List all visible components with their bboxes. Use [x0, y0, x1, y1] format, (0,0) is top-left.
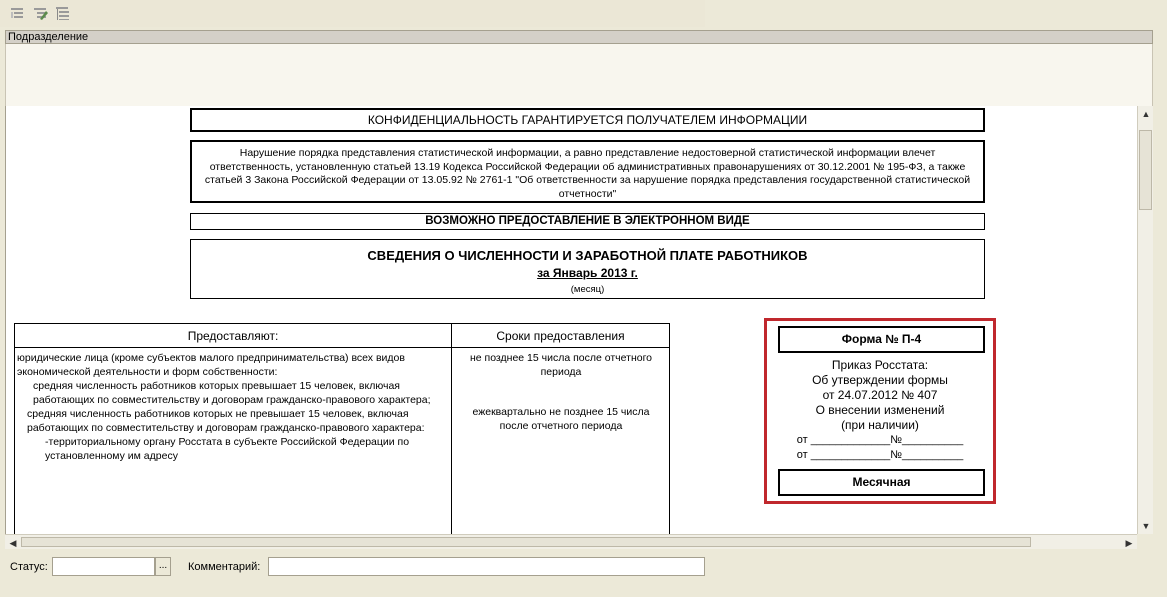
order-line-1: Приказ Росстата:	[831, 358, 929, 372]
deadlines-cell	[462, 351, 660, 433]
deadline-2: ежеквартально не позднее 15 числа после отчетного периода	[472, 406, 650, 432]
subdivision-area[interactable]	[5, 44, 1153, 106]
column-divider	[451, 348, 452, 534]
comment-input[interactable]	[268, 557, 705, 576]
submitters-line-4: -территориальному органу Росстата в субъекте Российской Федерации по установленному им адресу	[45, 436, 410, 462]
confidentiality-banner	[190, 108, 985, 132]
scroll-up-icon[interactable]: ▲	[1141, 109, 1151, 119]
col-header-submitters: Предоставляют:	[15, 324, 452, 348]
submitters-cell	[17, 351, 447, 463]
submitters-line-1: юридические лица (кроме субъектов малого предпринимательства) всех видов экономической деятельности и форм собственности:	[17, 352, 405, 378]
submission-table	[14, 323, 670, 534]
period-unit: (месяц)	[570, 284, 605, 295]
toolbar	[0, 0, 705, 27]
subdivision-header: Подразделение	[5, 30, 1153, 44]
submitters-line-3: средняя численность работников которых не превышает 15 человек, включая работающих по совместительству и договорам гражданско-правового характера:	[27, 408, 425, 434]
liability-text: Нарушение порядка представления статистической информации, а равно представление недостоверной статистической информации влечет ответственность, установленную статьей 13.19 Кодекса Российской Федерации об административных правонарушениях от 30.12.2001 № 195-ФЗ, а также статьей 3 Закона Российской Федерации от 13.05.92 № 2761-1 "Об ответственности за нарушение порядка представления государственной статистической отчетности"	[204, 147, 971, 200]
title-block	[190, 239, 985, 299]
form-highlight	[764, 318, 996, 504]
report-period: за Январь 2013 г.	[537, 266, 638, 280]
order-line-3: от 24.07.2012 № 407	[822, 388, 938, 402]
vertical-scroll-thumb[interactable]	[1139, 130, 1152, 210]
scroll-down-icon[interactable]: ▼	[1141, 521, 1151, 531]
list-tree-icon[interactable]	[55, 5, 71, 21]
scroll-corner	[1137, 534, 1153, 549]
status-label: Статус:	[10, 561, 48, 573]
list-edit-icon[interactable]	[32, 5, 48, 21]
order-line-2: Об утверждении формы	[812, 373, 948, 387]
vertical-scrollbar[interactable]	[1137, 106, 1153, 534]
status-input[interactable]	[52, 557, 155, 576]
form-number: Форма № П-4	[778, 326, 985, 353]
electronic-banner	[190, 213, 985, 230]
form-order	[767, 358, 993, 463]
deadline-1: не позднее 15 числа после отчетного периода	[469, 352, 653, 378]
order-line-5: (при наличии)	[841, 418, 919, 432]
submitters-line-2: средняя численность работников которых превышает 15 человек, включая работающих по совместительству и договорам гражданско-правового характера;	[33, 380, 431, 406]
electronic-text: ВОЗМОЖНО ПРЕДОСТАВЛЕНИЕ В ЭЛЕКТРОННОМ ВИДЕ	[425, 215, 750, 227]
status-select-button[interactable]: ...	[155, 557, 171, 576]
comment-label: Комментарий:	[188, 561, 261, 573]
confidentiality-text: КОНФИДЕНЦИАЛЬНОСТЬ ГАРАНТИРУЕТСЯ ПОЛУЧАТЕЛЕМ ИНФОРМАЦИИ	[367, 113, 808, 127]
horizontal-scrollbar[interactable]	[5, 534, 1137, 549]
liability-notice	[190, 140, 985, 203]
blank-line-2: от _____________№__________	[796, 449, 964, 461]
blank-line-1: от _____________№__________	[796, 434, 964, 446]
form-frequency: Месячная	[778, 469, 985, 496]
scroll-left-icon[interactable]: ◀	[9, 538, 17, 548]
report-sheet[interactable]	[5, 106, 1137, 534]
list-indent-icon[interactable]	[9, 5, 25, 21]
col-header-deadlines: Сроки предоставления	[452, 324, 669, 348]
scroll-right-icon[interactable]: ▶	[1125, 538, 1133, 548]
report-title: СВЕДЕНИЯ О ЧИСЛЕННОСТИ И ЗАРАБОТНОЙ ПЛАТЕ РАБОТНИКОВ	[367, 248, 808, 263]
horizontal-scroll-thumb[interactable]	[21, 537, 1031, 547]
order-line-4: О внесении изменений	[815, 403, 945, 417]
